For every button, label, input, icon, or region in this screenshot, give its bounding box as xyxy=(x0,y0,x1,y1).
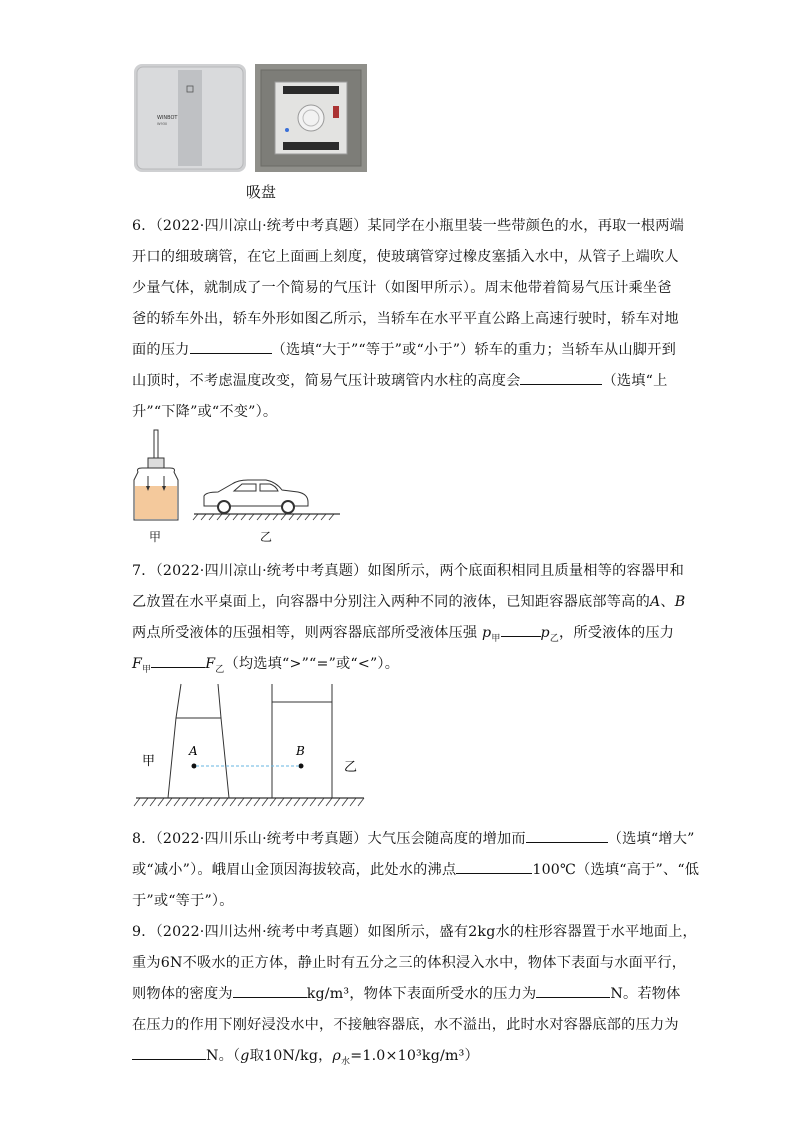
q7-sub-jia-1: 甲 xyxy=(491,633,501,644)
q7-fig-label-jia: 甲 xyxy=(142,754,156,769)
q7-containers-figure xyxy=(136,684,366,812)
q9-blank-3[interactable] xyxy=(132,1045,206,1060)
q8-line-2a: 或“减小”）。峨眉山金顶因海拔较高，此处水的沸点 xyxy=(132,862,457,878)
q7-line-3b: ，所受液体的压力 xyxy=(559,625,675,641)
q6-barometer-figure xyxy=(128,428,186,528)
q9-rho-sub: 水 xyxy=(341,1056,351,1067)
q9-line-2: 重为6N不吸水的正方体，静止时有五分之三的体积浸入水中，物体下表面与水面平行， xyxy=(132,955,687,971)
q7-blank-2[interactable] xyxy=(151,653,205,668)
q6-line-7: 升”“下降”或“不变”）。 xyxy=(132,404,278,420)
robot-top-photo xyxy=(134,64,246,172)
q7-line-1: 7．（2022·四川凉山·统考中考真题）如图所示，两个底面积相同且质量相等的容器甲和 xyxy=(132,563,685,579)
q6-line-1: 6．（2022·四川凉山·统考中考真题）某同学在小瓶里装一些带颜色的水，再取一根两端 xyxy=(132,218,685,234)
device-brand: WINBOT xyxy=(157,115,178,121)
q9-blank-1[interactable] xyxy=(233,983,307,998)
q7-point-b-text: B xyxy=(674,594,686,610)
q7-point-a-label: A xyxy=(189,744,198,758)
q7-line-3a: 两点所受液体的压强相等，则两容器底部所受液体压强 xyxy=(132,625,478,641)
q7-p-sym-2: p xyxy=(540,625,550,641)
q9-line-5b: 取10N/kg， xyxy=(249,1048,333,1064)
q9-line-3c: N。若物体 xyxy=(610,986,681,1002)
q8-blank-1[interactable] xyxy=(526,828,608,843)
q8-line-1a: 8．（2022·四川乐山·统考中考真题）大气压会随高度的增加而 xyxy=(132,831,526,847)
q8-blank-2[interactable] xyxy=(456,859,532,874)
q7-f-sym-2: F xyxy=(205,656,216,672)
q6-blank-1[interactable] xyxy=(190,339,272,354)
q9-line-1: 9．（2022·四川达州·统考中考真题）如图所示，盛有2kg水的柱形容器置于水平地面上， xyxy=(132,924,697,940)
q9-blank-2[interactable] xyxy=(536,983,610,998)
q9-line-5a: N。（ xyxy=(206,1048,241,1064)
q6-line-5b: （选填“大于”“等于”或“小于”）轿车的重力；当轿车从山脚开到 xyxy=(271,342,676,358)
q9-line-3a: 则物体的密度为 xyxy=(132,986,233,1002)
q8-line-3: 于”或“等于”）。 xyxy=(132,893,234,909)
q9-g-symbol: g xyxy=(240,1048,250,1064)
q7-sep: 、 xyxy=(660,594,675,610)
q7-point-a-text: A xyxy=(649,594,661,610)
q9-line-5c: =1.0×10³kg/m³） xyxy=(350,1048,479,1064)
q6-line-2: 开口的细玻璃管，在它上面画上刻度，使玻璃管穿过橡皮塞插入水中，从管子上端吹人 xyxy=(132,249,679,265)
q7-line-2a: 乙放置在水平桌面上，向容器中分别注入两种不同的液体，已知距容器底部等高的 xyxy=(132,594,650,610)
device-model: W930 xyxy=(157,122,168,126)
q7-sub-yi-2: 乙 xyxy=(215,664,225,675)
q6-car-figure xyxy=(190,478,342,520)
q6-line-3: 少量气体，就制成了一个简易的气压计（如图甲所示）。周末他带着简易气压计乘坐爸 xyxy=(132,280,672,296)
q7-fig-label-yi: 乙 xyxy=(344,760,358,775)
q6-fig-label-jia: 甲 xyxy=(149,530,162,544)
q7-sub-jia-2: 甲 xyxy=(142,664,152,675)
q7-sub-yi-1: 乙 xyxy=(549,633,560,644)
q6-fig-label-yi: 乙 xyxy=(260,530,273,544)
q7-line-4b: （均选填“>”“=”或“<”）。 xyxy=(224,656,400,672)
suction-cup-caption: 吸盘 xyxy=(246,183,277,201)
q7-p-sym-1: p xyxy=(482,625,492,641)
q6-line-6b: （选填“上 xyxy=(602,373,668,389)
q7-blank-1[interactable] xyxy=(501,622,541,637)
q6-line-4: 爸的轿车外出，轿车外形如图乙所示，当轿车在水平平直公路上高速行驶时，轿车对地 xyxy=(132,311,679,327)
q8-line-1b: （选填“增大” xyxy=(607,831,695,847)
q9-line-4: 在压力的作用下刚好浸没水中，不接触容器底，水不溢出，此时水对容器底部的压力为 xyxy=(132,1017,679,1033)
q6-line-6a: 山顶时，不考虑温度改变，简易气压计玻璃管内水柱的高度会 xyxy=(132,373,521,389)
q7-point-b-label: B xyxy=(296,744,305,758)
q8-line-2b: 100℃（选填“高于”、“低 xyxy=(532,862,700,878)
q9-rho-symbol: ρ xyxy=(332,1048,342,1064)
q7-f-sym-1: F xyxy=(132,656,143,672)
q6-line-5a: 面的压力 xyxy=(132,342,190,358)
q6-blank-2[interactable] xyxy=(520,370,602,385)
robot-bottom-photo xyxy=(255,64,367,172)
q9-line-3b: kg/m³，物体下表面所受水的压力为 xyxy=(306,986,537,1002)
